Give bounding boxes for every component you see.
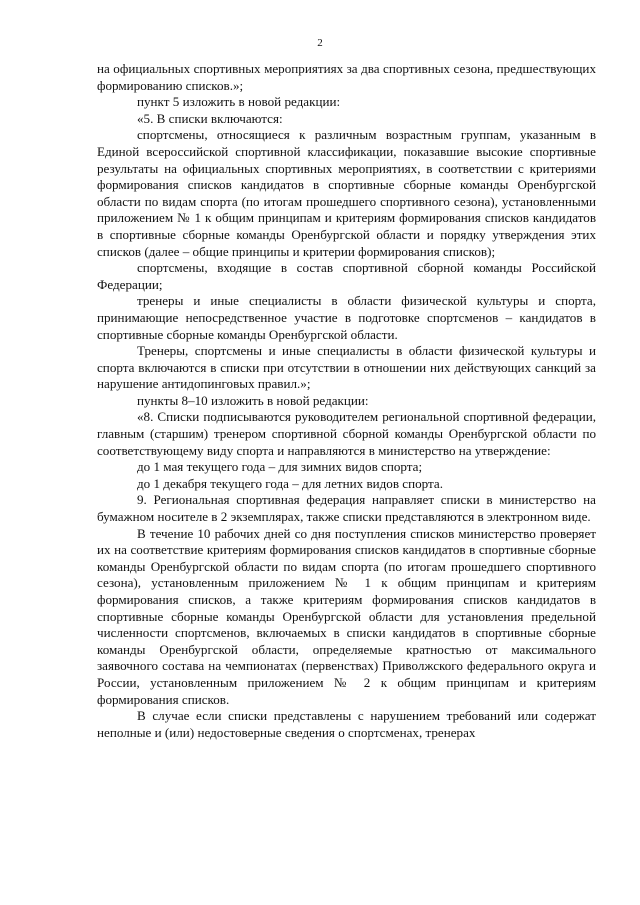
document-body: [97, 61, 596, 741]
paragraph: «5. В списки включаются:: [137, 110, 283, 126]
paragraph: пункты 8–10 изложить в новой редакции:: [137, 392, 369, 408]
paragraph: пункт 5 изложить в новой редакции:: [137, 94, 341, 110]
paragraph: В случае если списки представлены с нарушением требований или содержат неполные и (или) недостоверные сведения о спортсменах, тренерах: [97, 708, 596, 740]
paragraph: 9. Региональная спортивная федерация направляет списки в министерство на бумажном носителе в 2 экземплярах, также списки представляются в электронном виде.: [97, 492, 596, 525]
paragraph: тренеры и иные специалисты в области физической культуры и спорта, принимающие непосредственное участие в подготовке спортсменов – кандидатов в спортивные сборные команды Оренбургской области.: [97, 293, 596, 342]
paragraph: до 1 декабря текущего года – для летних видов спорта.: [137, 475, 444, 491]
paragraph: В течение 10 рабочих дней со дня поступления списков министерство проверяет их на соответствие критериям формирования списков кандидатов в спортивные сборные команды Оренбургской области по видам спорта (по итогам прошедшего спортивного сезона), установленным приложением № 1 к общим принципам и критериям формирования списков, а также критериям формирования списков кандидатов в спортивные сборные команды Оренбургской области для установления предельной численности спортсменов, включаемых в списки кандидатов в спортивные сборные команды Оренбургской области, определяемые кратностью от максимального заявочного состава на чемпионатах (первенствах) Приволжского федерального округа и России, установленным приложением № 2 к общим принципам и критериям формирования списков.: [97, 525, 596, 707]
paragraph: «8. Списки подписываются руководителем региональной спортивной федерации, главным (старшим) тренером спортивной сборной команды Оренбургской области по соответствующему виду спорта и направляются в министерство на утверждение:: [97, 409, 596, 458]
paragraph: спортсмены, входящие в состав спортивной сборной команды Российской Федерации;: [97, 260, 596, 292]
paragraph: до 1 мая текущего года – для зимних видов спорта;: [137, 459, 423, 475]
paragraph: на официальных спортивных мероприятиях за два спортивных сезона, предшествующих формированию списков.»;: [97, 61, 596, 93]
paragraph: спортсмены, относящиеся к различным возрастным группам, указанным в Единой всероссийской спортивной классификации, показавшие высокие спортивные результаты на официальных спортивных мероприятиях, в соответствии с критериями формирования списков кандидатов в спортивные сборные команды Оренбургской области по видам спорта (по итогам прошедшего спортивного сезона), установленными приложением № 1 к общим принципам и критериям формирования списков кандидатов в спортивные сборные команды Оренбургской области и порядку утверждения этих списков (далее – общие принципы и критерии формирования списков);: [97, 127, 596, 259]
page-number: 2: [317, 37, 323, 49]
paragraph: Тренеры, спортсмены и иные специалисты в области физической культуры и спорта включаются в списки при отсутствии в отношении них действующих санкций за нарушение антидопинговых правил.»;: [97, 343, 596, 392]
